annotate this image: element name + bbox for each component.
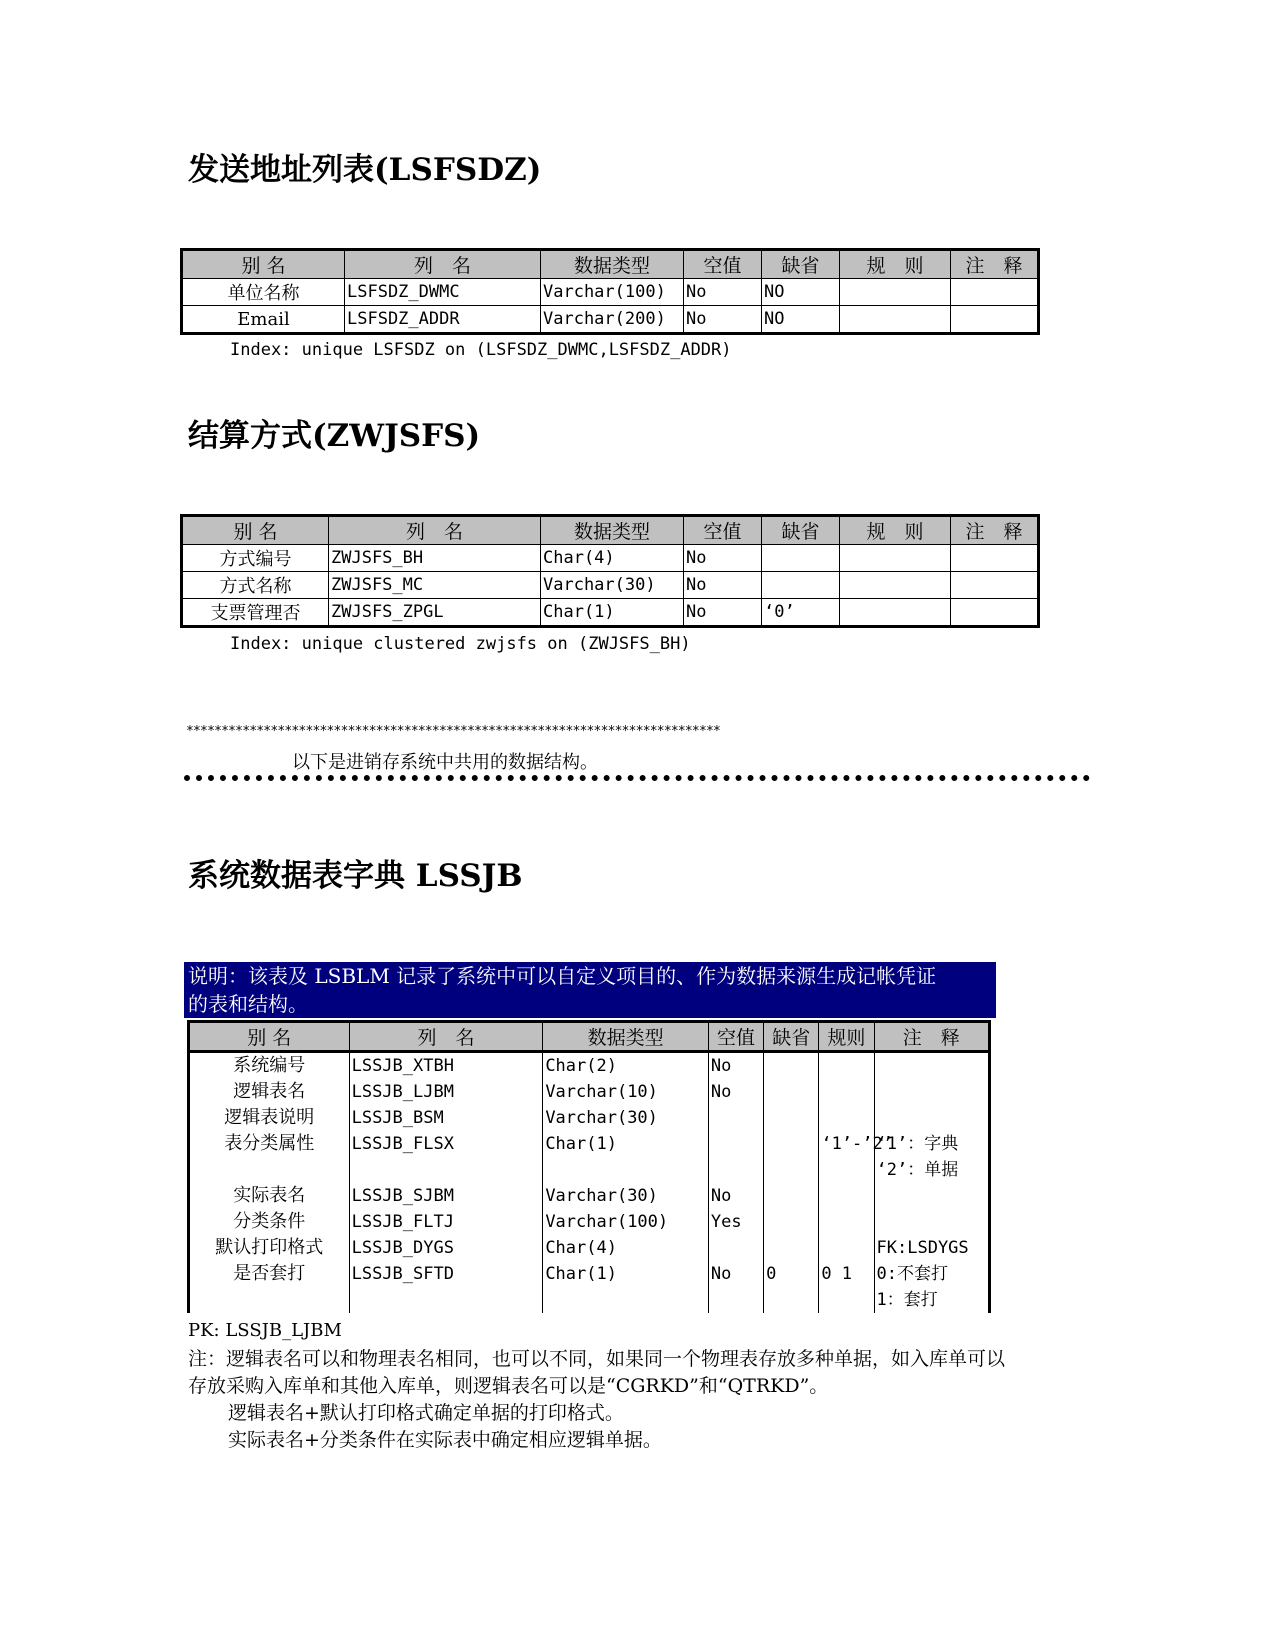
cell-alias: 逻辑表说明 [189,1105,350,1131]
cell-default: 0 [764,1261,819,1313]
col-default-header: 缺省 [762,516,840,545]
cell-default: NO [762,306,840,334]
section-title-lssjb: 系统数据表字典 LSSJB [188,858,523,894]
cell-type: Varchar(30) [543,1105,709,1131]
cell-alias: 方式名称 [182,572,329,599]
table-row [182,279,1039,306]
col-comment-header: 注 释 [951,516,1039,545]
cell-default [762,572,840,599]
col-alias-header: 别 名 [189,1022,350,1052]
cell-rule [819,1079,874,1105]
col-rule-header: 规 则 [840,250,951,279]
cell-type: Varchar(100) [543,1209,709,1235]
section-title-lsfsdz: 发送地址列表(LSFSDZ) [188,152,542,188]
table-row [189,1052,990,1080]
cell-type: Char(4) [541,545,684,572]
cell-column: LSSJB_SJBM [349,1183,543,1209]
cell-alias: 默认打印格式 [189,1235,350,1261]
table-row [189,1209,990,1235]
cell-column: LSSJB_BSM [349,1105,543,1131]
col-default-header: 缺省 [764,1022,819,1052]
cell-comment [874,1079,989,1105]
note-line-4: 实际表名+分类条件在实际表中确定相应逻辑单据。 [228,1429,662,1451]
cell-comment [874,1183,989,1209]
table-header-row [182,250,1039,279]
star-separator: **************************************************************************** [186,724,721,739]
table-header-row [189,1022,990,1052]
col-type-header: 数据类型 [541,250,684,279]
cell-alias: 系统编号 [189,1052,350,1080]
cell-rule [840,599,951,627]
cell-default [764,1052,819,1080]
col-comment-header: 注 释 [951,250,1039,279]
table-row [189,1183,990,1209]
cell-comment [874,1052,989,1080]
cell-default [764,1209,819,1235]
cell-rule [840,545,951,572]
cell-column: ZWJSFS_MC [329,572,541,599]
description-line-1: 说明：该表及 LSBLM 记录了系统中可以自定义项目的、作为数据来源生成记帐凭证 [188,964,937,988]
table-lsfsdz [180,248,1040,335]
col-type-header: 数据类型 [543,1022,709,1052]
cell-rule [819,1052,874,1080]
cell-column: ZWJSFS_ZPGL [329,599,541,627]
table-row [189,1131,990,1183]
cell-comment [951,279,1039,306]
cell-rule: ‘1’-’2’ [819,1131,874,1183]
cell-type: Varchar(100) [541,279,684,306]
col-null-header: 空值 [708,1022,763,1052]
table-row [182,545,1039,572]
table-row [182,599,1039,627]
col-comment-header: 注 释 [874,1022,989,1052]
cell-rule [819,1235,874,1261]
col-alias-header: 别 名 [182,516,329,545]
cell-null [708,1235,763,1261]
cell-alias: 分类条件 [189,1209,350,1235]
table-lssjb [187,1020,991,1313]
col-null-header: 空值 [684,516,762,545]
index-note-lsfsdz: Index: unique LSFSDZ on (LSFSDZ_DWMC,LSFSDZ_ADDR) [230,340,732,360]
cell-rule [819,1183,874,1209]
section-title-zwjsfs: 结算方式(ZWJSFS) [188,418,481,454]
cell-comment [874,1105,989,1131]
cell-column: LSSJB_LJBM [349,1079,543,1105]
cell-alias: 方式编号 [182,545,329,572]
cell-column: LSSJB_SFTD [349,1261,543,1313]
cell-column: ZWJSFS_BH [329,545,541,572]
cell-alias: 支票管理否 [182,599,329,627]
shared-structures-note: 以下是进销存系统中共用的数据结构。 [292,752,598,773]
table-header-row [182,516,1039,545]
cell-type: Char(2) [543,1052,709,1080]
cell-default [764,1079,819,1105]
table-zwjsfs [180,514,1040,628]
cell-rule [819,1105,874,1131]
cell-default [764,1131,819,1183]
cell-null: No [708,1079,763,1105]
cell-null: Yes [708,1209,763,1235]
cell-type: Varchar(10) [543,1079,709,1105]
cell-null [708,1131,763,1183]
primary-key-note: PK: LSSJB_LJBM [188,1320,342,1341]
cell-rule: 0 1 [819,1261,874,1313]
table-row [189,1105,990,1131]
cell-alias: 单位名称 [182,279,345,306]
cell-column: LSFSDZ_DWMC [345,279,541,306]
cell-column: LSSJB_FLSX [349,1131,543,1183]
cell-comment [951,306,1039,334]
cell-rule [840,279,951,306]
cell-null: No [684,599,762,627]
cell-null: No [708,1052,763,1080]
cell-alias: 逻辑表名 [189,1079,350,1105]
table-row [189,1261,990,1313]
index-note-zwjsfs: Index: unique clustered zwjsfs on (ZWJSFS_BH) [230,634,691,654]
cell-rule [840,572,951,599]
note-line-3: 逻辑表名+默认打印格式确定单据的打印格式。 [228,1402,624,1424]
cell-comment [951,545,1039,572]
col-name-header: 列 名 [349,1022,543,1052]
cell-default: NO [762,279,840,306]
note-line-1: 注：逻辑表名可以和物理表名相同，也可以不同，如果同一个物理表存放多种单据，如入库单可以 [188,1348,1006,1370]
col-rule-header: 规则 [819,1022,874,1052]
description-line-2: 的表和结构。 [188,992,308,1016]
cell-comment: FK:LSDYGS [874,1235,989,1261]
cell-alias: 实际表名 [189,1183,350,1209]
cell-null: No [684,572,762,599]
table-row [182,572,1039,599]
cell-comment [951,599,1039,627]
table-row [189,1079,990,1105]
cell-column: LSSJB_XTBH [349,1052,543,1080]
table-description-banner [184,962,996,1018]
note-line-2: 存放采购入库单和其他入库单，则逻辑表名可以是“CGRKD”和“QTRKD”。 [188,1375,829,1397]
col-rule-header: 规 则 [840,516,951,545]
cell-type: Varchar(30) [543,1183,709,1209]
cell-default [764,1105,819,1131]
cell-null: No [708,1183,763,1209]
cell-default: ‘0’ [762,599,840,627]
cell-type: Char(4) [543,1235,709,1261]
col-null-header: 空值 [684,250,762,279]
cell-alias: 是否套打 [189,1261,350,1313]
notes-block [188,1346,1088,1454]
cell-type: Varchar(200) [541,306,684,334]
cell-alias: 表分类属性 [189,1131,350,1183]
cell-comment: 0:不套打 1：套打 [874,1261,989,1313]
cell-column: LSSJB_DYGS [349,1235,543,1261]
cell-default [762,545,840,572]
cell-rule [840,306,951,334]
cell-comment [874,1209,989,1235]
table-row [182,306,1039,334]
cell-column: LSFSDZ_ADDR [345,306,541,334]
col-type-header: 数据类型 [541,516,684,545]
cell-comment [951,572,1039,599]
col-name-header: 列 名 [345,250,541,279]
cell-type: Char(1) [543,1261,709,1313]
cell-type: Char(1) [543,1131,709,1183]
col-default-header: 缺省 [762,250,840,279]
cell-null: No [684,545,762,572]
cell-null: No [708,1261,763,1313]
cell-alias: Email [182,306,345,334]
table-row [189,1235,990,1261]
cell-null [708,1105,763,1131]
cell-type: Varchar(30) [541,572,684,599]
cell-null: No [684,306,762,334]
cell-default [764,1235,819,1261]
cell-type: Char(1) [541,599,684,627]
col-name-header: 列 名 [329,516,541,545]
cell-default [764,1183,819,1209]
col-alias-header: 别 名 [182,250,345,279]
cell-rule [819,1209,874,1235]
dotted-divider [184,775,1090,781]
cell-null: No [684,279,762,306]
cell-column: LSSJB_FLTJ [349,1209,543,1235]
cell-comment: ‘1’：字典 ‘2’：单据 [874,1131,989,1183]
